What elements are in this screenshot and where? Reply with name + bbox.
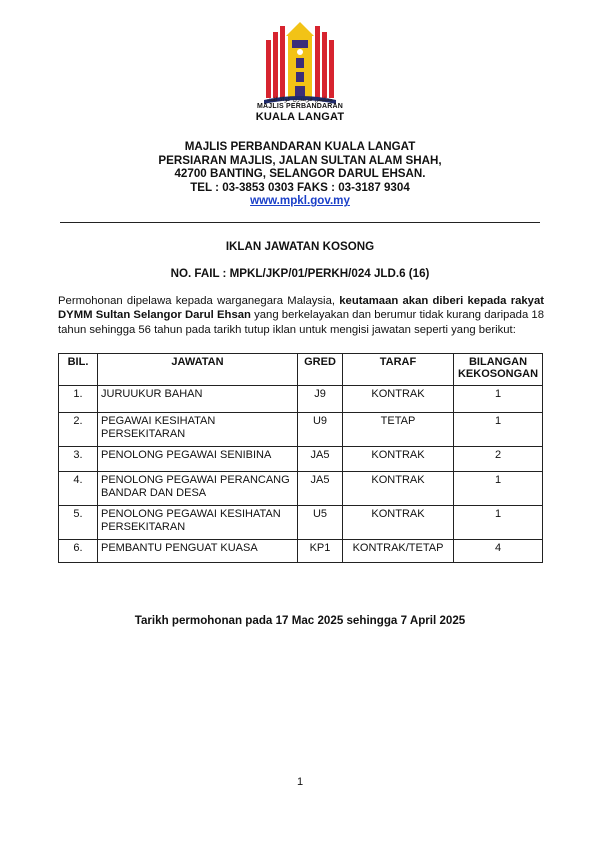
cell-jawatan: PENOLONG PEGAWAI KESIHATAN PERSEKITARAN [98,506,298,540]
table-row [59,447,543,472]
cell-gred: JA5 [298,447,343,472]
table-row [59,472,543,506]
cell-gred: U5 [298,506,343,540]
cell-bil: 6. [59,540,98,563]
cell-bilangan: 2 [454,447,543,472]
logo-line2: KUALA LANGAT [255,111,345,123]
table-row [59,413,543,447]
logo-line1: MAJLIS PERBANDARAN [256,103,344,110]
address-line1: PERSIARAN MAJLIS, JALAN SULTAN ALAM SHAH, [158,153,442,167]
cell-bil: 2. [59,413,98,447]
cell-jawatan: JURUUKUR BAHAN [98,386,298,413]
header-divider [60,222,540,223]
logo-stripe [280,26,285,98]
col-header-bilangan: BILANGAN KEKOSONGAN [454,354,543,386]
tower-icon [286,22,314,98]
intro-priority-text: keutamaan akan diberi kepada rakyat DYMM Sultan Selangor Darul Ehsan [58,295,544,322]
logo-stripe [329,40,334,98]
cell-jawatan: PEMBANTU PENGUAT KUASA [98,540,298,563]
org-name: MAJLIS PERBANDARAN KUALA LANGAT [184,140,416,153]
col-header-jawatan: JAWATAN [98,354,298,386]
page-number: 1 [296,776,304,788]
cell-bil: 3. [59,447,98,472]
cell-jawatan: PENOLONG PEGAWAI PERANCANG BANDAR DAN DESA [98,472,298,506]
logo-stripe [315,26,320,98]
col-header-gred: GRED [298,354,343,386]
cell-jawatan: PEGAWAI KESIHATAN PERSEKITARAN [98,413,298,447]
table-header-row [59,354,543,386]
cell-taraf: TETAP [343,413,454,447]
cell-gred: J9 [298,386,343,413]
notice-title: IKLAN JAWATAN KOSONG [225,240,375,253]
cell-gred: KP1 [298,540,343,563]
table-row [59,540,543,563]
cell-bilangan: 4 [454,540,543,563]
vacancy-table [58,353,543,563]
letterhead-address [60,140,540,208]
address-line2: 42700 BANTING, SELANGOR DARUL EHSAN. [174,167,426,181]
cell-bilangan: 1 [454,506,543,540]
contact-line: TEL : 03-3853 0303 FAKS : 03-3187 9304 [190,180,410,194]
cell-taraf: KONTRAK [343,472,454,506]
logo-caption [240,96,360,123]
intro-text-2: yang berkelayakan dan berumur tidak kurang daripada 18 tahun sehingga 56 tahun pada tarikh tutup iklan untuk mengisi jawatan seperti yang berikut: [58,309,544,336]
col-header-taraf: TARAF [343,354,454,386]
cell-taraf: KONTRAK [343,506,454,540]
logo-stripe [266,40,271,98]
logo-stripe [273,32,278,98]
cell-bil: 1. [59,386,98,413]
cell-bil: 5. [59,506,98,540]
cell-bilangan: 1 [454,386,543,413]
table-row [59,386,543,413]
cell-gred: JA5 [298,472,343,506]
logo-stripe [322,32,327,98]
website-link[interactable]: www.mpkl.gov.my [250,194,350,208]
cell-bilangan: 1 [454,472,543,506]
cell-bilangan: 1 [454,413,543,447]
logo-jawi-text: مجليس ڤربندرن کوالا لڠت [266,96,334,103]
cell-taraf: KONTRAK [343,386,454,413]
intro-text-1: Permohonan dipelawa kepada warganegara Malaysia, [58,295,340,307]
cell-taraf: KONTRAK [343,447,454,472]
cell-gred: U9 [298,413,343,447]
cell-bil: 4. [59,472,98,506]
cell-taraf: KONTRAK/TETAP [343,540,454,563]
cell-jawatan: PENOLONG PEGAWAI SENIBINA [98,447,298,472]
file-number: NO. FAIL : MPKL/JKP/01/PERKH/024 JLD.6 (16) [170,267,430,280]
application-period: Tarikh permohonan pada 17 Mac 2025 sehingga 7 April 2025 [134,614,466,627]
table-row [59,506,543,540]
intro-paragraph [58,294,544,337]
col-header-bil: BIL. [59,354,98,386]
